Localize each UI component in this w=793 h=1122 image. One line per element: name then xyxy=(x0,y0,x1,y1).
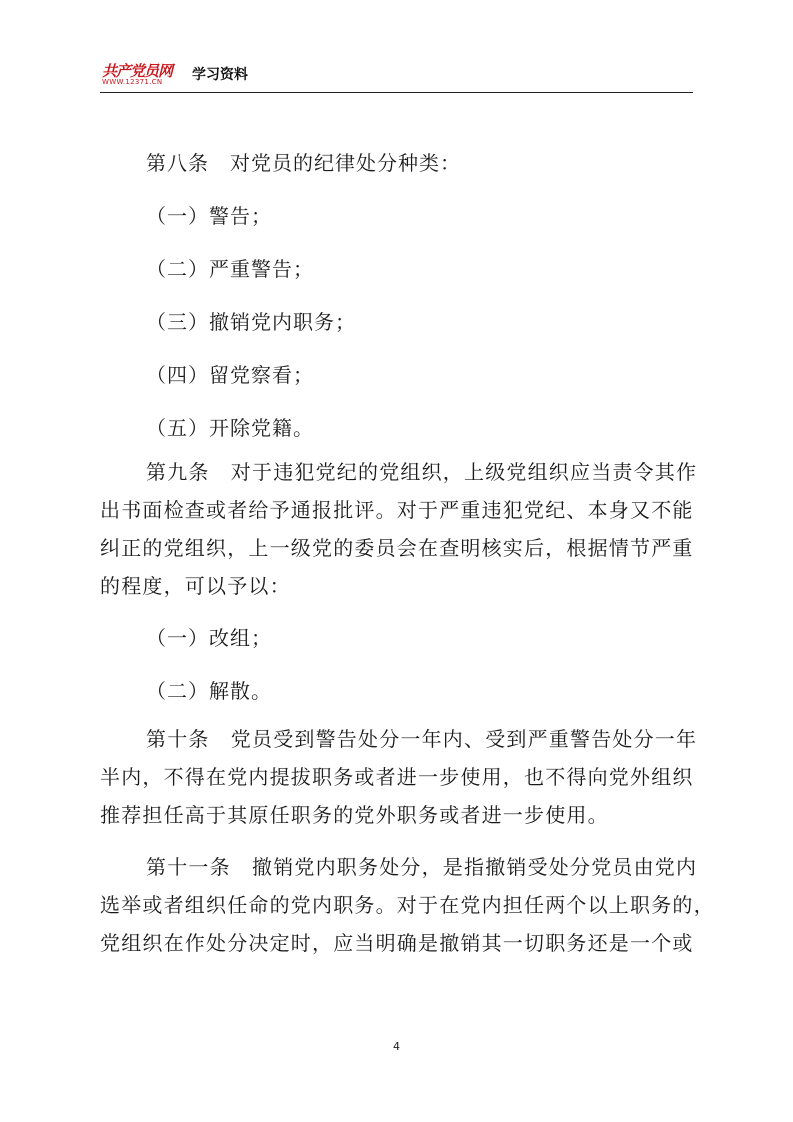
paragraph-line: 第十一条 撤销党内职务处分，是指撤销受处分党员由党内 xyxy=(146,855,698,879)
page-header xyxy=(100,60,693,93)
site-logo xyxy=(100,60,184,92)
article-9-item-2: （二）解散。 xyxy=(146,679,272,703)
paragraph-line: 的程度，可以予以： xyxy=(100,574,291,598)
article-8-heading: 第八条 对党员的纪律处分种类： xyxy=(146,151,461,175)
logo-url: WWW.12371.CN xyxy=(102,78,163,86)
paragraph-line: 推荐担任高于其原任职务的党外职务或者进一步使用。 xyxy=(100,803,609,827)
paragraph-line: 纠正的党组织，上一级党的委员会在查明核实后，根据情节严重 xyxy=(100,536,694,560)
article-8-item-4: （四）留党察看； xyxy=(146,363,314,387)
paragraph-line: 第九条 对于违犯党纪的党组织，上级党组织应当责令其作 xyxy=(146,460,698,484)
article-8-item-5: （五）开除党籍。 xyxy=(146,416,314,440)
article-8-item-2: （二）严重警告； xyxy=(146,257,314,281)
article-8-item-1: （一）警告； xyxy=(146,204,272,228)
header-divider xyxy=(100,92,693,93)
header-title: 学习资料 xyxy=(192,67,248,83)
page-number: 4 xyxy=(393,1040,400,1053)
logo-text: 共产党员网 xyxy=(102,62,173,80)
paragraph-line: 第十条 党员受到警告处分一年内、受到严重警告处分一年 xyxy=(146,727,698,751)
paragraph-line: 选举或者组织任命的党内职务。对于在党内担任两个以上职务的， xyxy=(100,893,715,917)
paragraph-line: 半内，不得在党内提拔职务或者进一步使用，也不得向党外组织 xyxy=(100,765,694,789)
article-9-item-1: （一）改组； xyxy=(146,626,272,650)
article-11-paragraph xyxy=(100,848,715,962)
paragraph-line: 党组织在作处分决定时，应当明确是撤销其一切职务还是一个或 xyxy=(100,931,694,955)
article-10-paragraph xyxy=(100,720,698,834)
paragraph-line: 出书面检查或者给予通报批评。对于严重违犯党纪、本身又不能 xyxy=(100,498,694,522)
article-9-paragraph xyxy=(100,453,698,605)
article-8-item-3: （三）撤销党内职务； xyxy=(146,310,356,334)
